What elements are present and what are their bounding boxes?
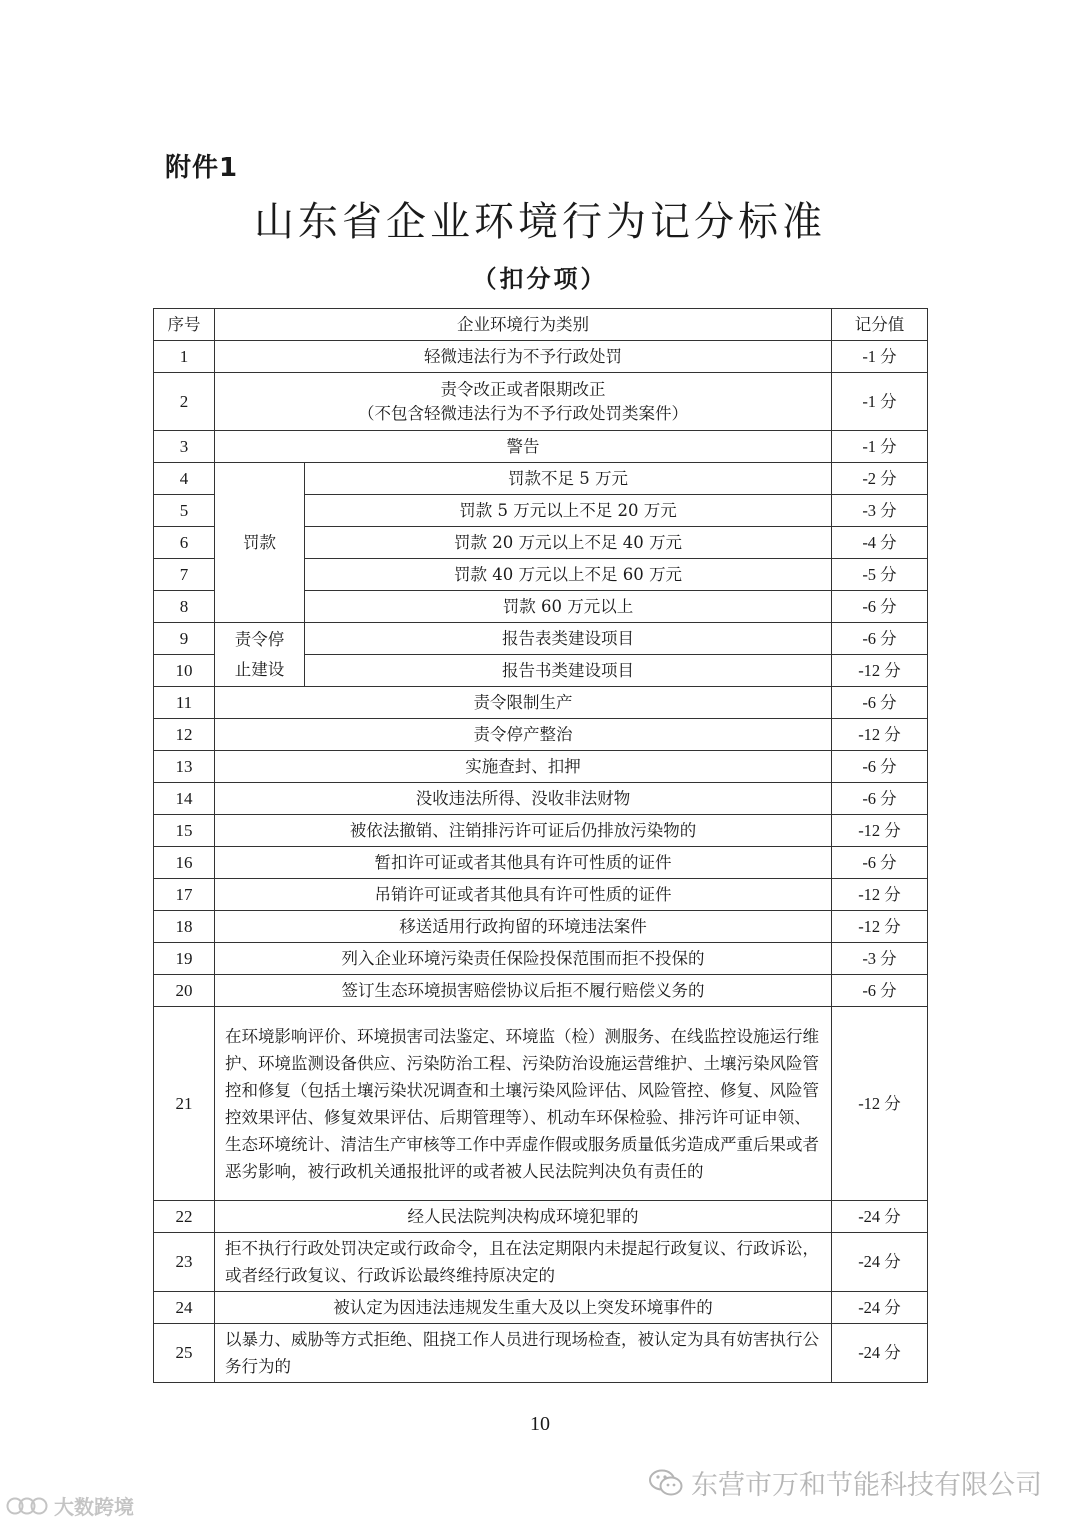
page-subtitle: （扣分项） (472, 264, 608, 293)
row-score: -1 分 (832, 431, 928, 463)
table-row (154, 341, 928, 373)
row-score: -12 分 (832, 815, 928, 847)
row-score: -6 分 (832, 975, 928, 1007)
site-watermark-text: 大数跨境 (54, 1495, 134, 1519)
table-row (154, 623, 928, 655)
row-score: -6 分 (832, 783, 928, 815)
row-text: 轻微违法行为不予行政处罚 (215, 341, 832, 373)
row-score: -12 分 (832, 1007, 928, 1201)
table-row (154, 911, 928, 943)
row-score: -6 分 (832, 847, 928, 879)
row-text: 责令限制生产 (215, 687, 832, 719)
attachment-label: 附件1 (165, 153, 239, 183)
table-row (154, 1233, 928, 1292)
row-no: 2 (154, 373, 215, 431)
row-text: 没收违法所得、没收非法财物 (215, 783, 832, 815)
page-number: 10 (530, 1413, 550, 1435)
row-text: 暂扣许可证或者其他具有许可性质的证件 (215, 847, 832, 879)
row-text: 被依法撤销、注销排污许可证后仍排放污染物的 (215, 815, 832, 847)
row-score: -24 分 (832, 1233, 928, 1292)
row-no: 15 (154, 815, 215, 847)
row-text-line1: 责令改正或者限期改正 (440, 379, 606, 399)
table-row (154, 783, 928, 815)
row-text: 拒不执行行政处罚决定或行政命令，且在法定期限内未提起行政复议、行政诉讼，或者经行政复议、行政诉讼最终维持原决定的 (215, 1233, 832, 1292)
header-no: 序号 (154, 309, 215, 341)
row-score: -6 分 (832, 751, 928, 783)
row-no: 4 (154, 463, 215, 495)
table-row (154, 431, 928, 463)
row-text (215, 373, 832, 431)
row-score: -12 分 (832, 911, 928, 943)
row-text: 罚款不足 5 万元 (305, 463, 832, 495)
row-no: 11 (154, 687, 215, 719)
row-score: -24 分 (832, 1201, 928, 1233)
row-score: -3 分 (832, 943, 928, 975)
row-score: -4 分 (832, 527, 928, 559)
row-no: 9 (154, 623, 215, 655)
row-score: -6 分 (832, 687, 928, 719)
company-watermark (649, 1463, 1042, 1502)
table-row (154, 1007, 928, 1201)
row-text: 罚款 60 万元以上 (305, 591, 832, 623)
company-watermark-text: 东营市万和节能科技有限公司 (691, 1470, 1042, 1501)
row-text: 罚款 5 万元以上不足 20 万元 (305, 495, 832, 527)
group-stop-label (215, 623, 305, 687)
row-no: 16 (154, 847, 215, 879)
row-no: 18 (154, 911, 215, 943)
row-score: -24 分 (832, 1292, 928, 1324)
row-text: 移送适用行政拘留的环境违法案件 (215, 911, 832, 943)
row-no: 3 (154, 431, 215, 463)
row-no: 6 (154, 527, 215, 559)
table-row (154, 687, 928, 719)
row-text: 经人民法院判决构成环境犯罪的 (215, 1201, 832, 1233)
wechat-icon (649, 1469, 683, 1497)
table-row (154, 847, 928, 879)
table-row (154, 1201, 928, 1233)
header-score: 记分值 (832, 309, 928, 341)
row-text: 报告书类建设项目 (305, 655, 832, 687)
table-row (154, 879, 928, 911)
row-text: 以暴力、威胁等方式拒绝、阻挠工作人员进行现场检查，被认定为具有妨害执行公务行为的 (215, 1324, 832, 1383)
page-title: 山东省企业环境行为记分标准 (254, 199, 826, 245)
row-no: 14 (154, 783, 215, 815)
row-no: 22 (154, 1201, 215, 1233)
row-score: -6 分 (832, 623, 928, 655)
scoring-table (153, 308, 928, 1383)
table-row (154, 1292, 928, 1324)
row-score: -2 分 (832, 463, 928, 495)
row-no: 19 (154, 943, 215, 975)
table-row (154, 975, 928, 1007)
row-text: 责令停产整治 (215, 719, 832, 751)
row-no: 7 (154, 559, 215, 591)
row-text: 吊销许可证或者其他具有许可性质的证件 (215, 879, 832, 911)
table-header-row (154, 309, 928, 341)
row-text: 在环境影响评价、环境损害司法鉴定、环境监（检）测服务、在线监控设施运行维护、环境监测设备供应、污染防治工程、污染防治设施运营维护、土壤污染风险管控和修复（包括土壤污染状况调查和土壤污染风险评估、风险管控、修复、风险管控效果评估、修复效果评估、后期管理等）、机动车环保检验、排污许可证申领、生态环境统计、清洁生产审核等工作中弄虚作假或服务质量低劣造成严重后果或者恶劣影响，被行政机关通报批评的或者被人民法院判决负有责任的 (215, 1007, 832, 1201)
site-logo-icon (6, 1494, 50, 1518)
table-row (154, 719, 928, 751)
row-no: 24 (154, 1292, 215, 1324)
row-no: 12 (154, 719, 215, 751)
row-no: 20 (154, 975, 215, 1007)
row-score: -5 分 (832, 559, 928, 591)
row-score: -1 分 (832, 373, 928, 431)
row-text: 罚款 20 万元以上不足 40 万元 (305, 527, 832, 559)
row-text: 列入企业环境污染责任保险投保范围而拒不投保的 (215, 943, 832, 975)
header-category: 企业环境行为类别 (215, 309, 832, 341)
row-score: -6 分 (832, 591, 928, 623)
row-no: 13 (154, 751, 215, 783)
row-text: 被认定为因违法违规发生重大及以上突发环境事件的 (215, 1292, 832, 1324)
row-no: 10 (154, 655, 215, 687)
row-score: -1 分 (832, 341, 928, 373)
row-text: 警告 (215, 431, 832, 463)
row-no: 21 (154, 1007, 215, 1201)
table-row (154, 1324, 928, 1383)
site-watermark (6, 1491, 134, 1520)
row-score: -3 分 (832, 495, 928, 527)
table-row (154, 815, 928, 847)
table-row (154, 751, 928, 783)
row-text-line2: （不包含轻微违法行为不予行政处罚类案件） (358, 403, 688, 423)
group-stop-line1: 责令停 (234, 629, 285, 649)
row-text: 签订生态环境损害赔偿协议后拒不履行赔偿义务的 (215, 975, 832, 1007)
row-text: 实施查封、扣押 (215, 751, 832, 783)
row-score: -12 分 (832, 655, 928, 687)
row-no: 23 (154, 1233, 215, 1292)
row-no: 8 (154, 591, 215, 623)
table-row (154, 463, 928, 495)
row-score: -24 分 (832, 1324, 928, 1383)
table-row (154, 943, 928, 975)
row-score: -12 分 (832, 879, 928, 911)
row-text: 罚款 40 万元以上不足 60 万元 (305, 559, 832, 591)
row-no: 1 (154, 341, 215, 373)
row-no: 5 (154, 495, 215, 527)
group-fine-label: 罚款 (215, 463, 305, 623)
row-no: 25 (154, 1324, 215, 1383)
row-no: 17 (154, 879, 215, 911)
table-row (154, 373, 928, 431)
group-stop-line2: 止建设 (234, 659, 285, 679)
row-score: -12 分 (832, 719, 928, 751)
row-text: 报告表类建设项目 (305, 623, 832, 655)
